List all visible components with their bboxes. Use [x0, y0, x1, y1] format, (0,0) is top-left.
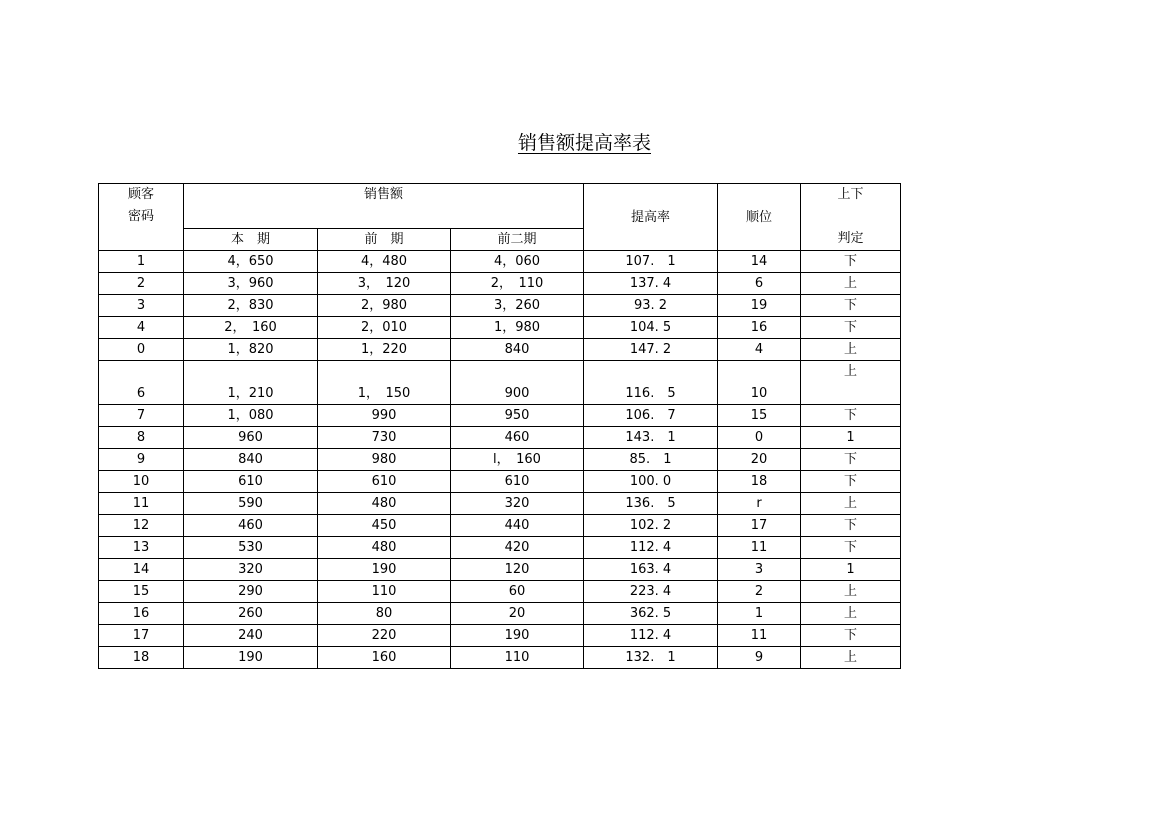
- cell-previous2-sales: 420: [451, 537, 584, 559]
- cell-previous-sales: 220: [318, 625, 451, 647]
- cell-current-sales: 2，830: [184, 295, 318, 317]
- cell-judgement: 上: [801, 603, 901, 625]
- cell-customer-code: 9: [99, 449, 184, 471]
- cell-previous-sales: 610: [318, 471, 451, 493]
- header-rate: 提高率: [584, 184, 718, 251]
- cell-previous-sales: 1，220: [318, 339, 451, 361]
- cell-growth-rate: 112. 4: [584, 625, 718, 647]
- table-row: [99, 339, 901, 361]
- cell-previous2-sales: 950: [451, 405, 584, 427]
- cell-customer-code: 18: [99, 647, 184, 669]
- cell-rank: 20: [718, 449, 801, 471]
- cell-current-sales: 460: [184, 515, 318, 537]
- table-row: [99, 537, 901, 559]
- table-row: [99, 449, 901, 471]
- cell-current-sales: 1，080: [184, 405, 318, 427]
- cell-customer-code: 13: [99, 537, 184, 559]
- cell-previous-sales: 80: [318, 603, 451, 625]
- cell-previous-sales: 980: [318, 449, 451, 471]
- sales-growth-table: [98, 183, 901, 669]
- table-row: [99, 427, 901, 449]
- cell-current-sales: 610: [184, 471, 318, 493]
- cell-current-sales: 1，210: [184, 361, 318, 405]
- cell-current-sales: 840: [184, 449, 318, 471]
- cell-judgement: 下: [801, 449, 901, 471]
- cell-growth-rate: 147. 2: [584, 339, 718, 361]
- cell-judgement: 上: [801, 493, 901, 515]
- cell-growth-rate: 132. 1: [584, 647, 718, 669]
- cell-rank: 9: [718, 647, 801, 669]
- cell-current-sales: 240: [184, 625, 318, 647]
- cell-customer-code: 8: [99, 427, 184, 449]
- cell-growth-rate: 136. 5: [584, 493, 718, 515]
- table-row: [99, 317, 901, 339]
- header-rank: 顺位: [718, 184, 801, 251]
- cell-previous2-sales: 900: [451, 361, 584, 405]
- cell-previous2-sales: 1，980: [451, 317, 584, 339]
- cell-judgement: 下: [801, 515, 901, 537]
- cell-growth-rate: 143. 1: [584, 427, 718, 449]
- cell-customer-code: 4: [99, 317, 184, 339]
- cell-growth-rate: 85. 1: [584, 449, 718, 471]
- cell-customer-code: 2: [99, 273, 184, 295]
- cell-customer-code: 14: [99, 559, 184, 581]
- table-row: [99, 273, 901, 295]
- header-text: 密码: [127, 209, 154, 224]
- cell-rank: 1: [718, 603, 801, 625]
- cell-growth-rate: 112. 4: [584, 537, 718, 559]
- table-row: [99, 251, 901, 273]
- cell-growth-rate: 137. 4: [584, 273, 718, 295]
- table-row: [99, 493, 901, 515]
- cell-growth-rate: 93. 2: [584, 295, 718, 317]
- cell-previous2-sales: 460: [451, 427, 584, 449]
- cell-previous2-sales: 3，260: [451, 295, 584, 317]
- cell-previous2-sales: 440: [451, 515, 584, 537]
- cell-previous2-sales: 610: [451, 471, 584, 493]
- cell-previous-sales: 110: [318, 581, 451, 603]
- table-row: [99, 603, 901, 625]
- header-judge: [801, 184, 901, 251]
- header-text: 上下: [837, 187, 864, 202]
- cell-rank: 19: [718, 295, 801, 317]
- cell-customer-code: 7: [99, 405, 184, 427]
- cell-rank: 15: [718, 405, 801, 427]
- table-row: [99, 625, 901, 647]
- cell-judgement: 下: [801, 471, 901, 493]
- header-text: 顾客: [127, 187, 154, 202]
- cell-previous2-sales: 20: [451, 603, 584, 625]
- cell-judgement: 下: [801, 537, 901, 559]
- cell-rank: 0: [718, 427, 801, 449]
- cell-current-sales: 590: [184, 493, 318, 515]
- cell-rank: 4: [718, 339, 801, 361]
- cell-previous2-sales: 60: [451, 581, 584, 603]
- cell-growth-rate: 116. 5: [584, 361, 718, 405]
- cell-current-sales: 3，960: [184, 273, 318, 295]
- cell-previous-sales: 2，980: [318, 295, 451, 317]
- document-title: [0, 128, 1169, 155]
- cell-judgement: 下: [801, 317, 901, 339]
- cell-previous-sales: 3， 120: [318, 273, 451, 295]
- cell-rank: 3: [718, 559, 801, 581]
- cell-current-sales: 4，650: [184, 251, 318, 273]
- cell-growth-rate: 102. 2: [584, 515, 718, 537]
- table-row: [99, 471, 901, 493]
- header-sales: 销售额: [184, 184, 584, 229]
- cell-rank: 10: [718, 361, 801, 405]
- cell-growth-rate: 107. 1: [584, 251, 718, 273]
- cell-previous2-sales: 4，060: [451, 251, 584, 273]
- cell-customer-code: 0: [99, 339, 184, 361]
- cell-previous2-sales: l， 160: [451, 449, 584, 471]
- cell-judgement: 下: [801, 405, 901, 427]
- cell-previous-sales: 480: [318, 493, 451, 515]
- cell-rank: r: [718, 493, 801, 515]
- cell-customer-code: 6: [99, 361, 184, 405]
- cell-previous-sales: 2，010: [318, 317, 451, 339]
- table-body: [99, 251, 901, 669]
- cell-customer-code: 1: [99, 251, 184, 273]
- table-row: [99, 361, 901, 405]
- cell-customer-code: 11: [99, 493, 184, 515]
- cell-previous-sales: 1， 150: [318, 361, 451, 405]
- cell-previous-sales: 160: [318, 647, 451, 669]
- cell-judgement: 1: [801, 559, 901, 581]
- cell-current-sales: 290: [184, 581, 318, 603]
- cell-rank: 11: [718, 537, 801, 559]
- table-row: [99, 559, 901, 581]
- table-row: [99, 515, 901, 537]
- cell-current-sales: 2， 160: [184, 317, 318, 339]
- cell-rank: 6: [718, 273, 801, 295]
- cell-rank: 17: [718, 515, 801, 537]
- cell-current-sales: 960: [184, 427, 318, 449]
- cell-previous2-sales: 190: [451, 625, 584, 647]
- cell-rank: 11: [718, 625, 801, 647]
- header-previous2: 前二期: [451, 229, 584, 251]
- cell-rank: 14: [718, 251, 801, 273]
- cell-judgement: 上: [801, 273, 901, 295]
- cell-previous2-sales: 320: [451, 493, 584, 515]
- table-row: [99, 405, 901, 427]
- cell-current-sales: 1，820: [184, 339, 318, 361]
- cell-judgement: 下: [801, 295, 901, 317]
- cell-previous-sales: 480: [318, 537, 451, 559]
- cell-previous-sales: 450: [318, 515, 451, 537]
- cell-judgement: 上: [801, 339, 901, 361]
- header-customer-code: [99, 184, 184, 251]
- cell-current-sales: 320: [184, 559, 318, 581]
- cell-growth-rate: 106. 7: [584, 405, 718, 427]
- cell-growth-rate: 362. 5: [584, 603, 718, 625]
- cell-judgement: 上: [801, 581, 901, 603]
- cell-previous-sales: 190: [318, 559, 451, 581]
- cell-customer-code: 15: [99, 581, 184, 603]
- cell-previous-sales: 730: [318, 427, 451, 449]
- header-previous: 前 期: [318, 229, 451, 251]
- cell-growth-rate: 100. 0: [584, 471, 718, 493]
- cell-judgement: 上: [801, 361, 901, 405]
- cell-customer-code: 16: [99, 603, 184, 625]
- header-text: 判定: [837, 231, 864, 246]
- cell-customer-code: 12: [99, 515, 184, 537]
- cell-previous-sales: 990: [318, 405, 451, 427]
- cell-growth-rate: 104. 5: [584, 317, 718, 339]
- cell-judgement: 1: [801, 427, 901, 449]
- cell-current-sales: 190: [184, 647, 318, 669]
- cell-customer-code: 10: [99, 471, 184, 493]
- cell-previous-sales: 4，480: [318, 251, 451, 273]
- cell-growth-rate: 163. 4: [584, 559, 718, 581]
- cell-growth-rate: 223. 4: [584, 581, 718, 603]
- title-text: 销售额提高率表: [517, 132, 651, 154]
- cell-customer-code: 17: [99, 625, 184, 647]
- table-row: [99, 295, 901, 317]
- table-row: [99, 581, 901, 603]
- cell-current-sales: 530: [184, 537, 318, 559]
- cell-judgement: 下: [801, 251, 901, 273]
- cell-rank: 18: [718, 471, 801, 493]
- cell-previous2-sales: 840: [451, 339, 584, 361]
- cell-customer-code: 3: [99, 295, 184, 317]
- cell-previous2-sales: 2， 110: [451, 273, 584, 295]
- table-row: [99, 647, 901, 669]
- cell-rank: 16: [718, 317, 801, 339]
- cell-judgement: 上: [801, 647, 901, 669]
- cell-judgement: 下: [801, 625, 901, 647]
- cell-current-sales: 260: [184, 603, 318, 625]
- cell-previous2-sales: 120: [451, 559, 584, 581]
- cell-rank: 2: [718, 581, 801, 603]
- cell-previous2-sales: 110: [451, 647, 584, 669]
- header-current: 本 期: [184, 229, 318, 251]
